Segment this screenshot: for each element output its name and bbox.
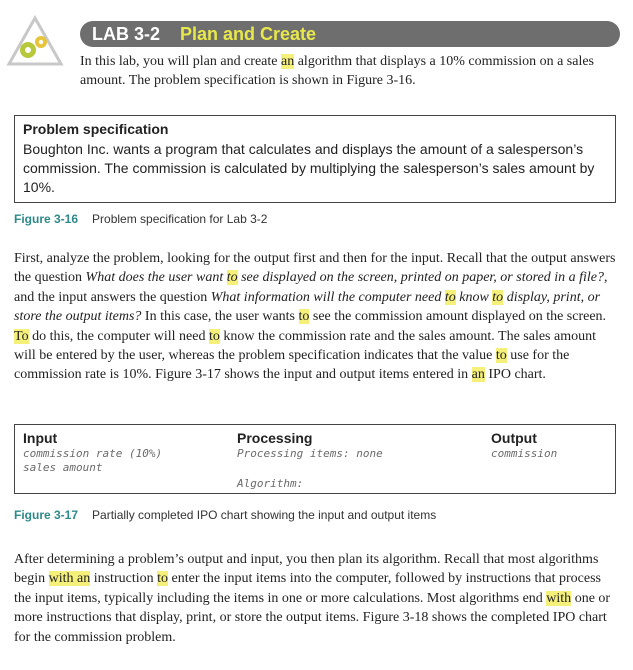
intro-paragraph: In this lab, you will plan and create an algorithm that displays a 10% commission on a sales amount. The problem specification is shown in Figure 3-16. [80, 54, 595, 88]
lab-logo-icon [6, 14, 64, 72]
problem-specification-box [14, 115, 616, 203]
ipo-input-item: sales amount [23, 461, 103, 474]
ipo-output-heading: Output [491, 430, 537, 446]
lab-title: Plan and Create [180, 24, 317, 44]
spec-text: Boughton Inc. wants a program that calculates and displays the amount of a salesperson’s commission. The commission is calculated by multiplying the salesperson’s sales amount by 10%. [23, 141, 595, 195]
algorithm-paragraph: After determining a problem’s output and input, you then plan its algorithm. Recall that most algorithms begin with an instruction to enter the input items into the computer, followed by instructions that process the input items, typically including the items in one or more calculations. Most algorithms end with one or more instructions that display, print, or store the output items. Figure 3-18 shows the completed IPO chart for the commission problem. [14, 552, 611, 645]
figure-number: Figure 3-16 [14, 212, 79, 226]
figure-number: Figure 3-17 [14, 508, 79, 522]
ipo-processing-heading: Processing [237, 430, 313, 446]
ipo-chart [14, 424, 616, 494]
spec-heading: Problem specification [23, 121, 169, 137]
ipo-input-item: commission rate (10%) [23, 447, 163, 460]
ipo-input-heading: Input [23, 430, 58, 446]
ipo-output-item: commission [491, 447, 558, 460]
figure-caption-text: Partially completed IPO chart showing the input and output items [92, 508, 437, 522]
figure-3-16-caption [14, 211, 267, 227]
ipo-processing-items: Processing items: none [237, 447, 383, 460]
figure-3-17-caption [14, 507, 436, 523]
lab-number: LAB 3-2 [92, 24, 161, 44]
figure-caption-text: Problem specification for Lab 3-2 [92, 212, 268, 226]
ipo-algorithm-label: Algorithm: [237, 477, 304, 490]
analysis-paragraph: First, analyze the problem, looking for the output first and then for the input. Recall that the output answers the question What does the user want to see displayed on the screen, printed on paper, or stored in a file?, and the input answers the question What information will the computer need to know to display, print, or store the output items? In this case, the user wants to see the commission amount displayed on the screen. To do this, the computer will need to know the commission rate and the sales amount. The sales amount will be entered by the user, whereas the problem specification indicates that the value to use for the commission rate is 10%. Figure 3-17 shows the input and output items entered in an IPO chart. [14, 251, 616, 383]
lab-header-bar [80, 21, 620, 47]
